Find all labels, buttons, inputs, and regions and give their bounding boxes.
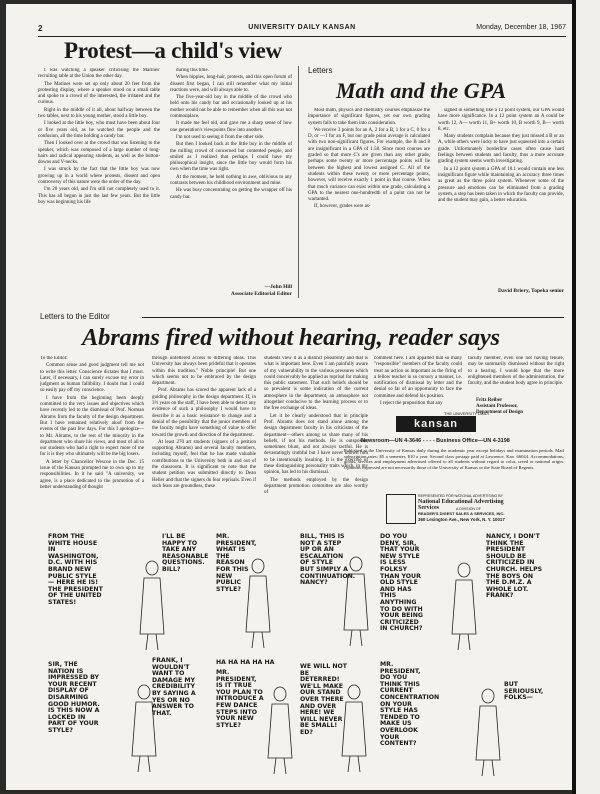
publication-info: Published at the University of Kansas daily during the academic year except holidays and examination periods. Mail subscription rates: $5 a semester, $10 a year. Second class postage paid at Lawrence, Kan. 66044. Accommodations, goods, services and employment advertised offered to all students without regard to color, creed or national origin. Opinions expressed are not necessarily those of the University of Kansas or the State Board of Regents. [344,448,564,470]
phone-numbers: Newsroom—UN 4-3646 - - - - Business Office—UN 4-3198 [361,438,510,444]
masthead [38,24,566,37]
cartoon-caption-5: DO YOU DENY, SIR, THAT YOUR NEW STYLE IS LESS FOLKSY THAN YOUR OLD STYLE AND HAS THIS ANYTHING TO DO WITH YOUR BEING CRITICIZED IN CHURCH? [380,533,423,633]
page-number: 2 [38,24,43,33]
newspaper-name: UNIVERSITY DAILY KANSAN [248,24,356,31]
protest-signature: —John Hill Associate Editorial Editor [230,284,292,297]
kansan-small-label: THE UNIVERSITY DAILY [444,411,490,416]
cartoon-caption-4: BILL, THIS IS NOT A STEP UP OR AN ESCALATION OF STYLE BUT SIMPLY A CONTINUATION. NANCY? [300,533,356,587]
political-cartoon [48,534,560,779]
abrams-kicker: Letters to the Editor [40,312,110,321]
abrams-signature: Fritz Reiber Assistant Professor, Department of Design [476,398,523,415]
cartoon-caption-9: HA HA HA HA HA [216,659,275,666]
gpa-column-1: Most math, physics and chemistry courses emphasize the importance of significant figures, yet our own grading system fails to take them into consideration. We receive 3 points for an A, 2 for a B, 1 for a C, 0 for a D, or —1 for an F, but our grade point average is calculated with two non-significant figures. For example, the B and 8 are insignificant in a GPA of 1.58. Since most courses are graded so that more C's are given than any other grade, perhaps some twenty or more percentage points will lie between the highest and lowest assigned C. All of the students within these twenty or more percentage points, however, will receive exactly 1 point in that course. When that much variance can exist within one grade, calculating a GPA to the nearest one-hundredth of a point can not be warranted. If, however, grades were as- [308,108,430,210]
protest-column-2: during this time. When hippies, long-hair, protests, and this open forum of dissent first began, I can still remember what my initial reactions were, and will always able to. The five-year-old boy in the middle of the crowd who held onto his candy bar and occasionally looked up at his mother would not be able to remember when all this was not commonplace. It made me feel old, and gave me a sharp sense of how one generation's viewpoints flow into another. I'm not used to seeing it from the other side. But then I looked back at the little boy in the middle of the milling crowd of concerned but contented people, and smiled as I realized that perhaps I could have my philosophical insight, since the little boy would form his own when the time was right. At the moment, he held nothing in awe, oblivious to any contrasts between his childhood environment and mine. He was busy concentrating on getting the wrapper off his candy bar. [170,68,292,200]
newspaper-page [6,4,572,790]
cartoon-caption-1: FROM THE WHITE HOUSE IN WASHINGTON, D.C. WITH HIS BRAND NEW PUBLIC STYLE — HERE HE IS! THE PRESIDENT OF THE UNITED STATES! [48,533,103,606]
abrams-column-4: comment here. I am appalled that so many "responsible" members of the faculty could treat an action as important as the firing of a fellow teacher in so cursory a manner, i.e. notification of dismissal by letter and the denial so far of an opportunity to face the committee and defend his position. I reject the proposition that any [374,356,462,407]
abrams-column-1: To the Editor: Common sense and good judgment tell me not to write this letter. Conscience dictates that I must. Later, if necessary, I can surely excuse my error in judgment as human fallibility. I doubt that I could so easily pay off my conscience. I have from the beginning been deeply committed to the very issues and objectives which have recently led to the dismissal of Prof. Norman Abrams from the faculty of the design department. But I have remained relatively aloof from the events of the past few days. For this I apologize—to Mr. Abrams, to the rest of the minority in the department who share his views, and most of all to our students who had a right to expect more of me for it is they who ultimately will be the big losers. A letter by Chancellor Wescoe in the Dec. 15 issue of the Kansan prompted me to own up to my responsibilities. In it he said "A university, we agree, is a place dedicated to the promotion of a better understanding of thought [40,356,144,490]
abrams-column-3: students view it as a distinct possibility and that is what is important here. Even I am painfully aware of my vulnerability to the various pressures which could conceivably be applied as reprisal for making this public statement. That such beliefs should be so prevalent is some indication of the current atmosphere in the department, an atmosphere not altogether conducive to the learning process or to the free exchange of ideas. Let it be clearly understood that in principle Prof. Abrams does not stand alone among the design department faculty in his criticisms of the department—others among us share many of his beliefs, if not his methods. He is outspoken, sometimes blunt, and not always tactful. He is devastatingly truthful but I have never known him to be intentionally insulting. It is the exercise of these distinguishing personality traits which, in my opinion, has led to his dismissal. The methods employed by the design department promotion committee are also worthy of [264,356,368,496]
gpa-column-2: signed in something like a 12 point system, our GPA would have more significance. In a 12 point system an A could be worth 12, A— worth 11, B+ worth 10, B worth 9, B— worth 8, etc. Many students complain because they just missed a B or an A, while others were lucky to have just squeezed into a certain grade. Unfortunately borderline cases often cause hard feelings between students and faculty, thus a more accurate grading system seems worth investigating. In a 12 point system a GPA of 10.1 would contain one less insignificant figure while maintaining an accuracy three times as great as the three point system. Whenever some of the pressure and emotions can be eliminated from a grading system, a step has been taken in which the faculty can provide, and the student may gain, a better education. [438,108,564,204]
abrams-headline: Abrams fired without hearing, reader says [82,324,500,351]
issue-date: Monday, December 18, 1967 [476,24,566,31]
nas-logo-box [386,494,416,524]
cartoon-caption-7: SIR, THE NATION IS IMPRESSED BY YOUR RECENT DISPLAY OF DISARMING GOOD HUMOR. IS THIS NOW A LOCKED IN PART OF YOUR STYLE? [48,661,100,734]
adjacent-page-edge [576,0,600,794]
gpa-kicker: Letters [308,66,333,75]
cartoon-caption-6: NANCY, I DON'T THINK THE PRESIDENT SHOULD BE CRITICIZED IN CHURCH. HELPS THE BOYS ON THE D.M.Z. A WHOLE LOT. FRANK? [486,533,543,600]
cartoon-caption-12: MR. PRESIDENT, DO YOU THINK THIS CURRENT CONCENTRATION ON YOUR STYLE HAS TENDED TO MAKE US OVERLOOK YOUR CONTENT? [380,661,440,748]
protest-headline: Protest—a child's view [64,38,282,63]
abrams-column-2: through unfettered access to differing ideas. This University has always been prideful that it operates within this tradition." Noble principle! But one which seems not to be embraced by the design department. Prof. Abrams has scored the apparent lack of a guiding philosophy in the design department. If, in 3½ years on the staff, I have been able to detect any evidence of such a philosophy I would have to describe it as a basic resistance to change and a denial of the possibility that the junior members of the faculty might have something of value to offer toward the growth and direction of the department. At least 270 art students (signers of a petition supporting Abrams) and several faculty members, including myself, feel that he has made valuable contributions to the University both in and out of the classroom. It is significant to note that the student petition was submitted directly to Dean Heller and that the signers do fear reprisals. Even if such fears are groundless, these [152,356,256,489]
cartoon-caption-11: WE WILL NOT BE DETERRED! WE'LL MAKE OUR STAND OVER THERE AND OVER HERE! WE WILL NEVER BE SMALL! ED? [300,663,348,736]
kansan-logo: kansan [396,416,476,432]
kicker-rule [142,317,564,318]
cartoon-caption-13: BUT SERIOUSLY, FOLKS— [504,681,544,702]
cartoon-caption-8: FRANK, I WOULDN'T WANT TO DAMAGE MY CREDIBILITY BY SAYING A YES OR NO ANSWER TO THAT. [152,657,196,717]
cartoon-caption-2: I'LL BE HAPPY TO TAKE ANY REASONABLE QUESTIONS. BILL? [162,533,209,573]
protest-column-1: I was watching a speaker criticising the Marines' recruiting table at the Union the other day. The Marines were set up only about 20 feet from the protesting display, where a speaker stood on a small table and spoke to a crowd of the interested, the irritated and the curious. Right in the middle of it all, about halfway between the two tables, next to his young mother, stood a little boy. I looked at the little boy, who must have been about four or five years old, as he watched the people and the confusion, all the time holding a candy bar. Then I looked over at the crowd that was listening to the speaker, which was composed of a large number of long-hairs and radical appearing students, as well as the button-downs and V-necks. I was struck by the fact that the little boy was now growing up in a world where protests, dissent and open controversy of this nature were the order of the day. I'm 20 years old, and I'm still not completely used to it. This has all begun in just the last few years. But the little boy was beginning his life [38,68,160,205]
column-divider [298,66,299,298]
cartoon-caption-10: MR. PRESIDENT, IS IT TRUE YOU PLAN TO INTRODUCE A FEW DANCE STEPS INTO YOUR NEW STYLE? [216,669,264,729]
nas-advertisement: REPRESENTED FOR NATIONAL ADVERTISING BY National Educational Advertising Services A DIVISION OF READER'S DIGEST SALES & SERVICES, INC. 360 Lexington Ave., New York, N. Y. 10017 [386,494,516,524]
abrams-column-5: faculty member, even one not having tenure, may be summarily dismissed without the right to a hearing. I would hope that the more enlightened members of the administration, the faculty, and the student body agree in principle. [468,356,564,387]
gpa-headline: Math and the GPA [336,78,507,103]
gpa-signature: David Briery, Topeka senior [497,288,564,294]
cartoon-caption-3: MR. PRESIDENT, WHAT IS THE REASON FOR THIS NEW PUBLIC STYLE? [216,533,257,593]
